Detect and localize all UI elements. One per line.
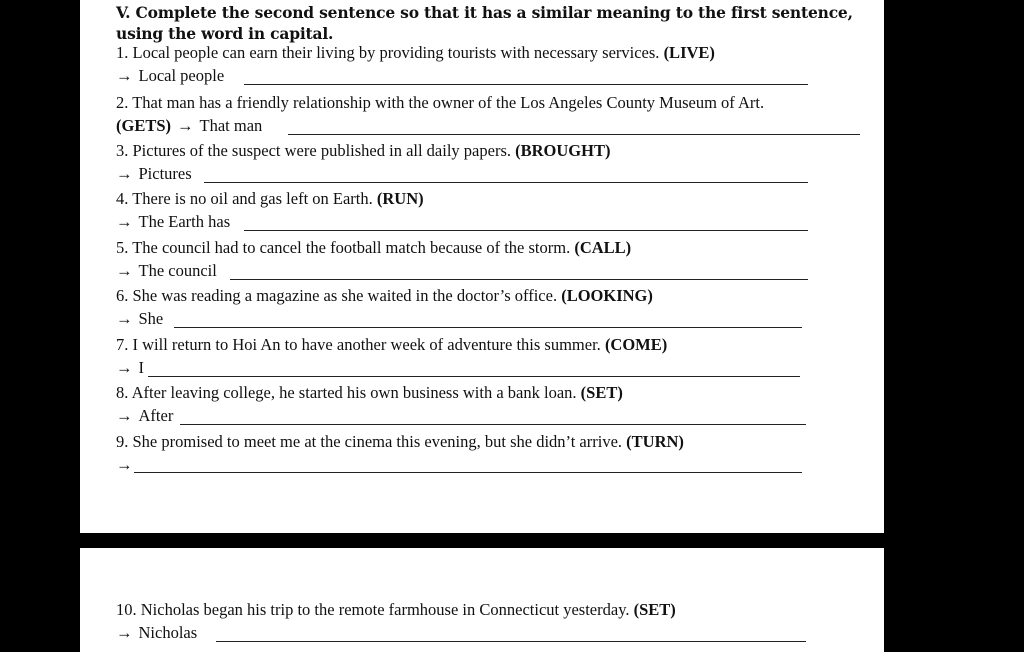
answer-1: → Local people xyxy=(116,66,225,85)
answer-blank-8[interactable] xyxy=(180,424,806,425)
answer-blank-7[interactable] xyxy=(148,376,800,377)
worksheet-page-top xyxy=(80,0,884,533)
question-2: 2. That man has a friendly relationship with the owner of the Los Angeles County Museum of Art. xyxy=(116,93,765,112)
arrow-icon: → xyxy=(116,623,133,642)
arrow-icon: → xyxy=(116,309,133,328)
question-10: 10. Nicholas began his trip to the remote farmhouse in Connecticut yesterday. (SET) xyxy=(116,600,676,619)
answer-7: → I xyxy=(116,358,144,377)
answer-blank-1[interactable] xyxy=(244,84,808,85)
answer-blank-3[interactable] xyxy=(204,182,808,183)
arrow-icon: → xyxy=(116,66,133,85)
question-9: 9. She promised to meet me at the cinema this evening, but she didn’t arrive. (TURN) xyxy=(116,432,684,451)
answer-blank-9[interactable] xyxy=(134,472,802,473)
answer-blank-2[interactable] xyxy=(288,134,860,135)
question-8: 8. After leaving college, he started his own business with a bank loan. (SET) xyxy=(116,383,623,402)
answer-6: → She xyxy=(116,309,164,328)
exercise-heading: V. Complete the second sentence so that it has a similar meaning to the first sentence, using the word in capital. xyxy=(116,3,853,43)
arrow-icon: → xyxy=(116,261,133,280)
answer-blank-4[interactable] xyxy=(244,230,808,231)
worksheet-page-bottom xyxy=(80,548,884,652)
arrow-icon: → xyxy=(116,455,133,474)
question-7: 7. I will return to Hoi An to have another week of adventure this summer. (COME) xyxy=(116,335,668,354)
answer-5: → The council xyxy=(116,261,217,280)
question-3: 3. Pictures of the suspect were published in all daily papers. (BROUGHT) xyxy=(116,141,611,160)
question-1: 1. Local people can earn their living by providing tourists with necessary services. (LIVE) xyxy=(116,43,715,62)
answer-10: → Nicholas xyxy=(116,623,198,642)
arrow-icon: → xyxy=(116,406,133,425)
arrow-icon: → xyxy=(116,164,133,183)
answer-blank-5[interactable] xyxy=(230,279,808,280)
arrow-icon: → xyxy=(116,358,133,377)
answer-blank-10[interactable] xyxy=(216,641,806,642)
arrow-icon: → xyxy=(177,116,194,135)
question-5: 5. The council had to cancel the football match because of the storm. (CALL) xyxy=(116,238,632,257)
answer-blank-6[interactable] xyxy=(174,327,802,328)
answer-2: (GETS) → That man xyxy=(116,116,263,135)
answer-9 xyxy=(116,455,133,475)
answer-4: → The Earth has xyxy=(116,212,231,231)
arrow-icon: → xyxy=(116,212,133,231)
question-4: 4. There is no oil and gas left on Earth. (RUN) xyxy=(116,189,424,208)
answer-8: → After xyxy=(116,406,174,425)
question-6: 6. She was reading a magazine as she waited in the doctor’s office. (LOOKING) xyxy=(116,286,653,305)
answer-3: → Pictures xyxy=(116,164,192,183)
